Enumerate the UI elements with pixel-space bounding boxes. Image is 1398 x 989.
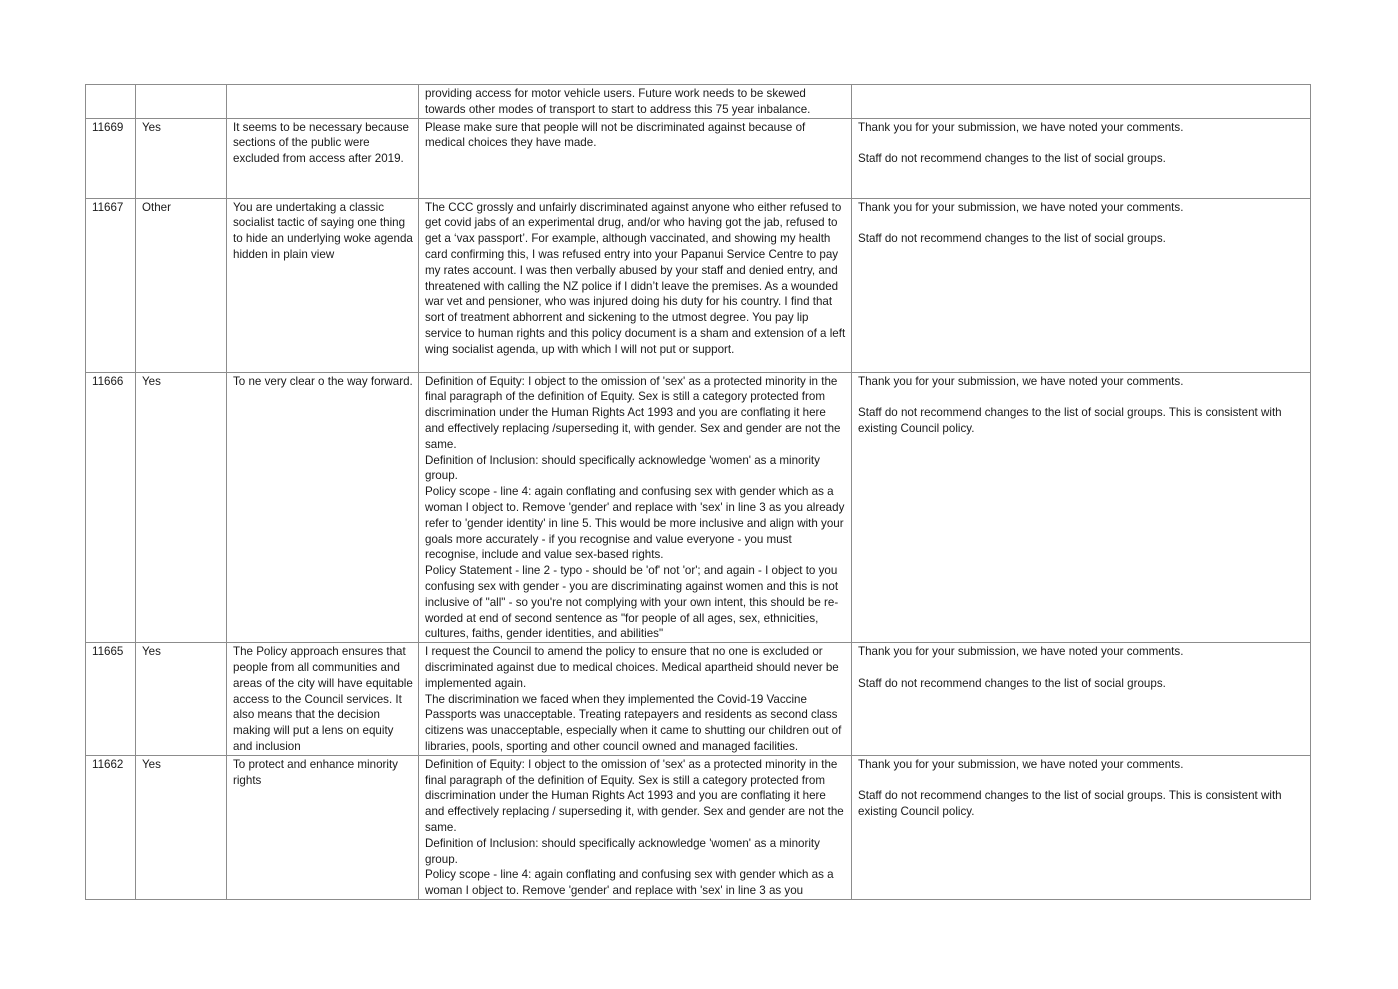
response-thanks: Thank you for your submission, we have noted your comments. — [858, 645, 1184, 659]
reason-text: To protect and enhance minority rights — [233, 757, 398, 787]
answer-cell — [136, 643, 227, 756]
submission-id-cell — [86, 85, 136, 119]
submissions-table — [85, 84, 1311, 900]
submission-id-cell — [86, 372, 136, 643]
reason-cell — [227, 643, 419, 756]
reason-text: The Policy approach ensures that people from all communities and areas of the city will have equitable access to the Council services. It also means that the decision making will put a lens on equity and inclusion — [233, 645, 413, 753]
answer-cell — [136, 85, 227, 119]
submission-cell — [419, 118, 852, 198]
submission-paragraph: Policy scope - line 4: again conflating and confusing sex with gender which as a woman I object to. Remove 'gender' and replace with 'sex' in line 3 as you — [425, 868, 834, 898]
submission-paragraph: providing access for motor vehicle users. Future work needs to be skewed towards other modes of transport to start to address this 75 year inbalance. — [425, 87, 811, 116]
reason-cell — [227, 118, 419, 198]
submission-id-cell — [86, 198, 136, 372]
submission-id-cell — [86, 755, 136, 899]
answer-value: Yes — [142, 120, 161, 134]
reason-text: You are undertaking a classic socialist tactic of saying one thing to hide an underlying woke agenda hidden in plain view — [233, 200, 413, 261]
response-recommendation: Staff do not recommend changes to the list of social groups. — [858, 152, 1166, 166]
submission-paragraph: Policy Statement - line 2 - typo - should be 'of' not 'or'; and again - I object to you confusing sex with gender - you are discriminating against women and this is not inclusive of "all" - so you're not complying with your own intent, this should be re-worded at end of second sentence as "for people of all ages, sex, ethnicities, cultures, faiths, gender identities, and abilities" — [425, 564, 839, 641]
table-row — [86, 198, 1311, 372]
staff-response-cell — [852, 198, 1311, 372]
reason-text: To ne very clear o the way forward. — [233, 374, 413, 388]
staff-response-cell — [852, 755, 1311, 899]
table-row — [86, 85, 1311, 119]
response-thanks: Thank you for your submission, we have noted your comments. — [858, 120, 1184, 134]
answer-cell — [136, 372, 227, 643]
table-row — [86, 118, 1311, 198]
submission-paragraph: Definition of Equity: I object to the omission of 'sex' as a protected minority in the final paragraph of the definition of Equity. Sex is still a category protected from discrimination under the Human Rights Act 1993 and you are conflating it here and effectively replacing /superseding it, with gender. Sex and gender are not the same. — [425, 374, 841, 451]
submission-id: 11669 — [92, 120, 124, 134]
answer-cell — [136, 118, 227, 198]
staff-response-cell — [852, 372, 1311, 643]
reason-text: It seems to be necessary because sections of the public were excluded from access after 2019. — [233, 120, 409, 166]
submission-paragraph: The CCC grossly and unfairly discriminated against anyone who either refused to get covid jabs of an experimental drug, and/or who having got the jab, refused to get a ‘vax passport’. For example, although vaccinated, and showing my health card confirming this, I was refused entry into your Papanui Service Centre to pay my rates account. I was then verbally abused by your staff and denied entry, and threatened with calling the NZ police if I didn’t leave the premises. As a wounded war vet and pensioner, who was injured doing his duty for his country. I find that sort of treatment abhorrent and sickening to the utmost degree. You pay lip service to human rights and this policy document is a sham and extension of a left wing socialist agenda, up with which I will not put or support. — [425, 200, 846, 356]
response-recommendation: Staff do not recommend changes to the list of social groups. This is consistent with existing Council policy. — [858, 789, 1282, 819]
submission-id: 11667 — [92, 200, 124, 214]
answer-value: Other — [142, 200, 171, 214]
submission-id: 11665 — [92, 645, 124, 659]
reason-cell — [227, 85, 419, 119]
table-row — [86, 372, 1311, 643]
submission-cell — [419, 85, 852, 119]
answer-value: Yes — [142, 374, 161, 388]
submission-paragraph: The discrimination we faced when they implemented the Covid-19 Vaccine Passports was unacceptable. Treating ratepayers and residents as second class citizens was unacceptable, especially when it came to shutting our children out of libraries, pools, sporting and other council owned and managed facilities. — [425, 692, 842, 753]
reason-cell — [227, 755, 419, 899]
submission-paragraph: Please make sure that people will not be discriminated against because of medical choices they have made. — [425, 120, 806, 150]
reason-cell — [227, 372, 419, 643]
response-thanks: Thank you for your submission, we have noted your comments. — [858, 757, 1184, 771]
reason-cell — [227, 198, 419, 372]
submission-id: 11662 — [92, 757, 124, 771]
submission-id-cell — [86, 118, 136, 198]
response-thanks: Thank you for your submission, we have noted your comments. — [858, 374, 1184, 388]
staff-response-cell — [852, 643, 1311, 756]
submission-paragraph: I request the Council to amend the policy to ensure that no one is excluded or discriminated against due to medical choices. Medical apartheid should never be implemented again. — [425, 645, 839, 690]
submission-paragraph: Definition of Equity: I object to the omission of 'sex' as a protected minority in the final paragraph of the definition of Equity. Sex is still a category protected from discrimination under the Human Rights Act 1993 and you are conflating it here and effectively replacing / superseding it, with gender. Sex and gender are not the same. — [425, 757, 844, 834]
response-thanks: Thank you for your submission, we have noted your comments. — [858, 200, 1184, 214]
response-recommendation: Staff do not recommend changes to the list of social groups. This is consistent with existing Council policy. — [858, 406, 1282, 435]
response-recommendation: Staff do not recommend changes to the list of social groups. — [858, 676, 1166, 690]
submission-cell — [419, 643, 852, 756]
staff-response-cell — [852, 85, 1311, 119]
submission-id-cell — [86, 643, 136, 756]
staff-response-cell — [852, 118, 1311, 198]
answer-value: Yes — [142, 645, 161, 659]
answer-cell — [136, 755, 227, 899]
table-row — [86, 755, 1311, 899]
submission-cell — [419, 755, 852, 899]
answer-cell — [136, 198, 227, 372]
submission-cell — [419, 198, 852, 372]
submission-paragraph: Definition of Inclusion: should specifically acknowledge 'women' as a minority group. — [425, 836, 820, 866]
submission-cell — [419, 372, 852, 643]
submission-id: 11666 — [92, 374, 124, 388]
answer-value: Yes — [142, 757, 161, 771]
submission-paragraph: Policy scope - line 4: again conflating and confusing sex with gender which as a woman I object to. Remove 'gender' and replace with 'sex' in line 3 as you already refer to 'gender identity' in line 5. This would be more inclusive and align with your goals more accurately - if you recognise and value everyone - you must recognise, include and value sex-based rights. — [425, 485, 845, 562]
response-recommendation: Staff do not recommend changes to the list of social groups. — [858, 232, 1166, 246]
submission-paragraph: Definition of Inclusion: should specifically acknowledge 'women' as a minority group. — [425, 453, 820, 483]
table-row — [86, 643, 1311, 756]
